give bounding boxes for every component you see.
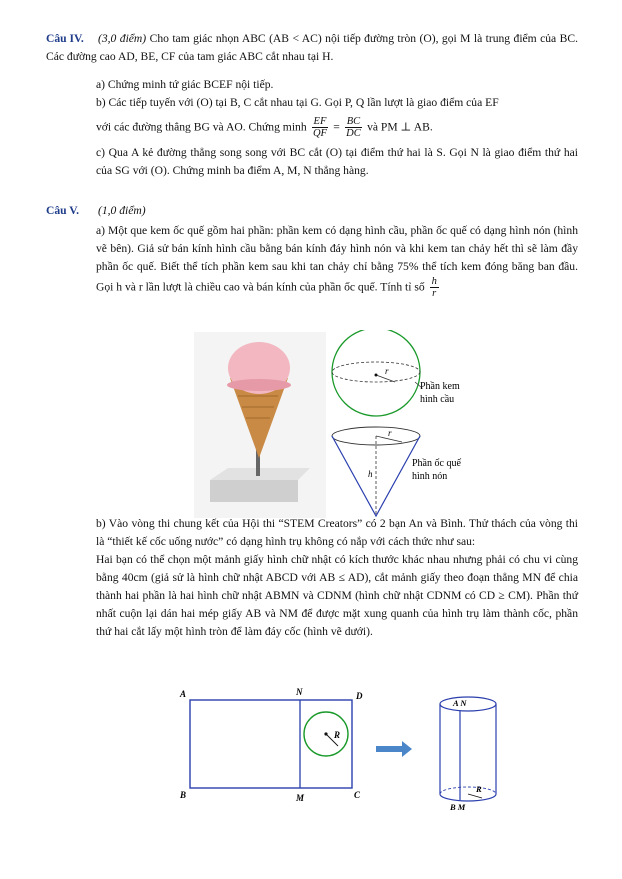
- fraction-h-r: $\frac{h}{r}$: [431, 275, 437, 300]
- question-5: [46, 202, 578, 220]
- sphere-label-2: hình cầu: [420, 394, 455, 405]
- fraction-ef-qf: $\frac{EF}{QF}$: [312, 115, 327, 140]
- q4-parts: [46, 76, 578, 180]
- cone-r-label: r: [388, 428, 392, 438]
- circle-r-label: R: [334, 730, 341, 740]
- sphere-r-label: r: [385, 366, 389, 376]
- q4-intro: Cho tam giác nhọn ABC (AB < AC) nội tiếp đường tròn (O), gọi M là trung điểm của BC. Các đường cao AD, BE, CF của tam giác ABC cắt nhau tại H.: [46, 32, 578, 63]
- q5-part-b-body: Hai bạn có thể chọn một mảnh giấy hình chữ nhật có kích thước khác nhau nhưng phải có chu vi cùng bằng 40cm (giả sử là hình chữ nhật ABCD với AB ≤ AD), cắt mảnh giấy theo đoạn thẳng MN để chia thành hai phần là hai hình chữ nhật ABMN và CDNM (hình chữ nhật CDNM có CD ≥ CM). Phần thứ nhất cuộn lại dán hai mép giấy AB và NM để được mặt xung quanh của hình trụ làm thành cốc, phần thứ hai cắt lấy một hình tròn để làm đáy cốc (hình vẽ dưới).: [96, 552, 578, 638]
- q4-part-c: c) Qua A kẻ đường thẳng song song với BC cắt (O) tại điểm thứ hai là S. Gọi N là giao điểm thứ hai của SG với (O). Chứng minh ba điểm A, M, N thẳng hàng.: [96, 146, 578, 177]
- q5-part-b-intro: b) Vào vòng thi chung kết của Hội thi “STEM Creators” có 2 bạn An và Bình. Thử thách của vòng thi là “thiết kế cốc uống nước” có dạng hình trụ không có nắp với cách thức như sau:: [96, 517, 578, 548]
- sphere-label-1: Phần kem: [420, 381, 460, 392]
- arrow-right-icon: [376, 741, 412, 757]
- cone-label-2: hình nón: [412, 471, 448, 482]
- q4-part-b-line1: b) Các tiếp tuyến với (O) tại B, C cắt nhau tại G. Gọi P, Q lần lượt là giao điểm của EF: [96, 95, 499, 109]
- point-n-label: N: [296, 687, 303, 697]
- q5-points: (1,0 điểm): [98, 204, 146, 217]
- point-d-label: D: [356, 691, 363, 701]
- cylinder-r-label: R: [476, 784, 482, 794]
- point-a-label: A: [180, 689, 187, 699]
- q5-part-b: [96, 515, 578, 641]
- ice-cream-figure: [190, 330, 490, 520]
- point-b-label: B: [180, 790, 187, 800]
- q5-part-a: a) Một que kem ốc quế gồm hai phần: phần kem có dạng hình cầu, phần ốc quế có dạng hình nón (hình vẽ bên). Giả sử bán kính hình cầu bằng bán kính đáy hình nón và khi kem tan chảy hết thì sẽ làm đầy phần ốc quế. Biết thể tích phần kem sau khi tan chảy chỉ bằng 75% thể tích kem đóng băng ban đầu. Gọi h và r lần lượt là chiều cao và bán kính của phần ốc quế. Tính tỉ số $\frac{h}{r}$: [96, 224, 578, 300]
- point-c-label: C: [354, 790, 361, 800]
- cylinder-bottom-label: B M: [450, 802, 466, 812]
- fraction-bc-dc: $\frac{BC}{DC}$: [346, 115, 361, 140]
- cylinder-top-label: A N: [453, 698, 467, 708]
- q4-part-b-line2: với các đường thẳng BG và AO. Chứng minh $\frac{EF}{QF}$ = $\frac{BC}{DC}$ và PM ⊥ AB.: [96, 115, 433, 140]
- paper-cup-figure: [176, 686, 506, 816]
- cone-label-1: Phần ốc quế: [412, 458, 461, 469]
- q4-part-a: a) Chứng minh tứ giác BCEF nội tiếp.: [96, 78, 274, 91]
- rectangle-abcd: [190, 700, 352, 788]
- question-4: [46, 30, 578, 66]
- q4-label: Câu IV.: [46, 32, 84, 45]
- sphere-shape: [332, 330, 420, 416]
- point-m-label: M: [296, 793, 305, 803]
- q5-label: Câu V.: [46, 204, 80, 217]
- cone-h-label: h: [368, 469, 373, 479]
- q4-points: (3,0 điểm): [98, 32, 147, 45]
